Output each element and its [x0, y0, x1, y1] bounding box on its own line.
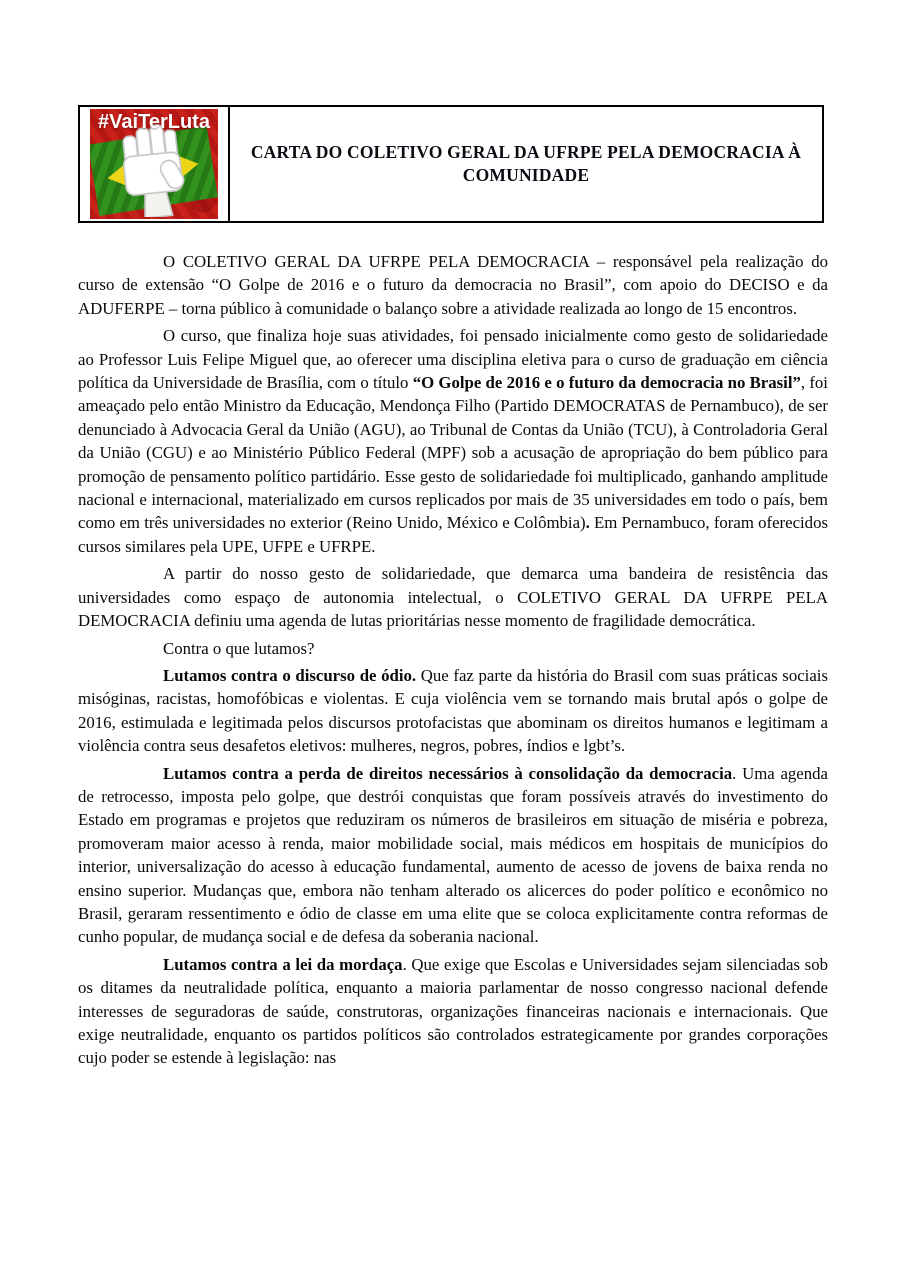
text-segment: . Que exige que Escolas e Universidades sejam silenciadas sob os ditames da neutralidade política, enquanto a maioria parlamentar de nosso congresso nacional defende interesses de seguradoras de saúde, construtoras, organizações financeiras nacionais e internacionais. Que exige neutralidade, enquanto os partidos políticos são controlados estrategicamente por grandes corporações cujo poder se estende à legislação: nas — [78, 954, 828, 1068]
paragraph-5 — [78, 664, 828, 758]
text-segment: A partir do nosso gesto de solidariedade, que demarca uma bandeira de resistência das universidades como espaço de autonomia intelectual, o COLETIVO GERAL DA UFRPE PELA DEMOCRACIA definiu uma agenda de lutas prioritárias nesse momento de fragilidade democrática. — [78, 564, 828, 631]
paragraph-3 — [78, 562, 828, 632]
raised-fist-icon — [110, 121, 196, 217]
letter-body — [78, 250, 828, 1074]
document-title-line1: CARTA DO COLETIVO GERAL DA UFRPE PELA DEMOCRACIA À — [250, 142, 802, 162]
bold-text-segment: Lutamos contra o discurso de ódio. — [163, 665, 417, 685]
text-segment: O curso, que finaliza hoje suas atividades, foi pensado inicialmente como gesto de solidariedade ao Professor Luis Felipe Miguel que, ao oferecer uma disciplina eletiva para o curso de graduação em ciência política da Universidade de Brasília, com o título — [78, 326, 828, 393]
text-segment: . Uma agenda de retrocesso, imposta pelo golpe, que destrói conquistas que foram possíveis através do investimento do Estado em programas e projetos que reduziram os números de brasileiros em situação de miséria e pobreza, promoveram maior acesso à renda, maior mobilidade social, mais médicos em hospitais de municípios do interior, universalização do acesso à educação fundamental, aumento de acesso de jovens de baixa renda no ensino superior. Mudanças que, embora não tenham alterado os alicerces do poder político e econômico no Brasil, geraram ressentimento e ódio de classe em uma elite que se coloca explicitamente contra reformas de cunho popular, de mudança social e de defesa da soberania nacional. — [78, 763, 828, 947]
paragraph-2 — [78, 324, 828, 558]
bold-text-segment: “O Golpe de 2016 e o futuro da democracia no Brasil” — [412, 373, 801, 393]
title-cell — [230, 107, 822, 221]
bold-text-segment: . — [585, 513, 590, 533]
text-segment: O COLETIVO GERAL DA UFRPE PELA DEMOCRACIA – responsável pela realização do curso de extensão “O Golpe de 2016 e o futuro da democracia no Brasil”, com apoio do DECISO e da ADUFERPE – torna público à comunidade o balanço sobre a atividade realizada ao longo de 15 encontros. — [78, 252, 828, 318]
document-title-line2: COMUNIDADE — [462, 165, 590, 185]
text-segment: Que faz parte da história do Brasil com suas práticas sociais misóginas, racistas, homofóbicas e violentas. E cuja violência vem se tornando mais brutal após o golpe de 2016, estimulada e legitimada pelos discursos protofacistas que abominam os direitos humanos e legitimam a violência contra seus desafetos eletivos: mulheres, negros, pobres, índios e lgbt’s. — [78, 665, 828, 756]
vaiterluta-logo — [90, 109, 218, 219]
paragraph-1 — [78, 250, 828, 320]
bold-text-segment: Lutamos contra a perda de direitos necessários à consolidação da democracia — [163, 763, 733, 783]
paragraph-7 — [78, 953, 828, 1070]
text-segment: Em Pernambuco, foram oferecidos cursos similares pela UPE, UFPE e UFRPE. — [78, 513, 828, 556]
paragraph-4 — [78, 637, 828, 660]
document-title — [251, 141, 801, 187]
bold-text-segment: Lutamos contra a lei da mordaça — [163, 954, 403, 974]
text-segment: , foi ameaçado pelo então Ministro da Educação, Mendonça Filho (Partido DEMOCRATAS de Pernambuco), de ser denunciado à Advocacia Geral da União (AGU), ao Tribunal de Contas da União (TCU), à Controladoria Geral da União (CGU) e ao Ministério Público Federal (MPF) sob a acusação de apropriação do bem público para promoção de pensamento político partidário. Esse gesto de solidariedade foi multiplicado, ganhando amplitude nacional e internacional, materializado em cursos replicados por mais de 35 universidades em todo o país, bem como em três universidades no exterior (Reino Unido, México e Colômbia) — [78, 373, 828, 533]
logo-hashtag-text: #VaiTerLuta — [98, 111, 210, 133]
text-segment: Contra o que lutamos? — [163, 638, 315, 658]
paragraph-6 — [78, 762, 828, 949]
letterhead — [78, 105, 824, 223]
logo-cell — [80, 107, 230, 221]
